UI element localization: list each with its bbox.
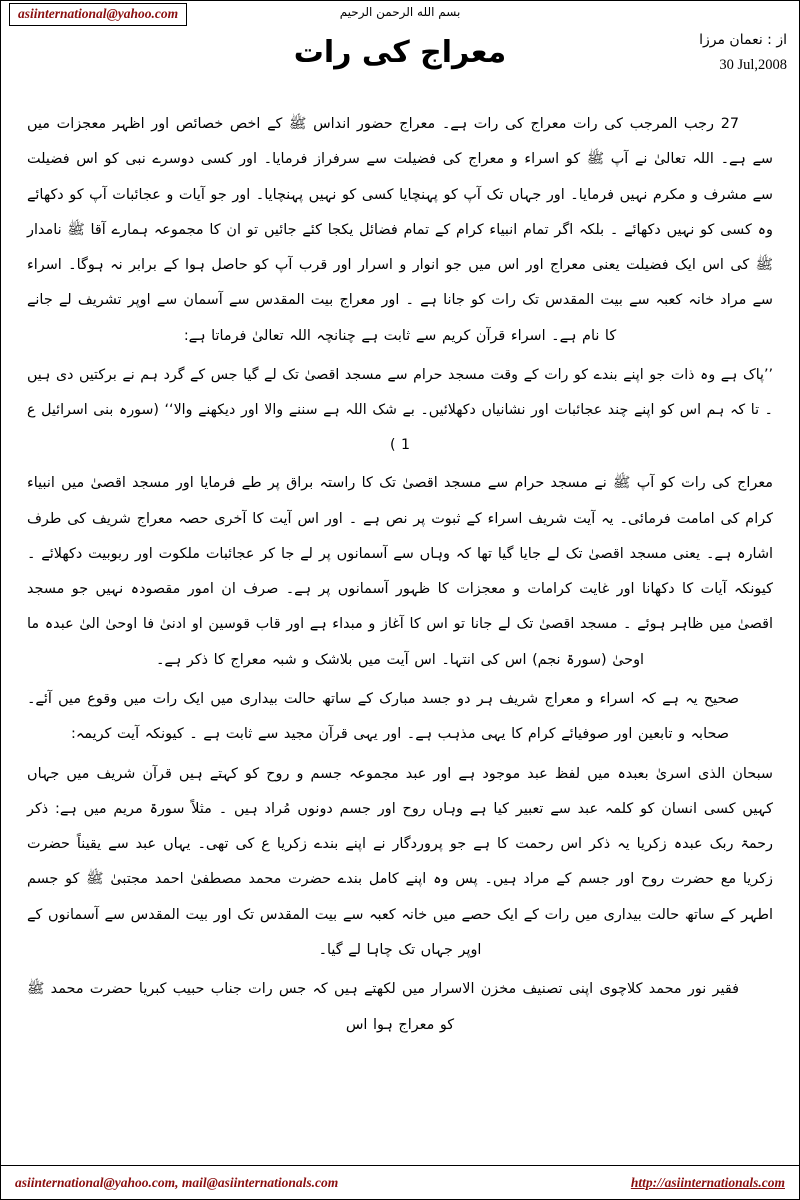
document-body xyxy=(27,107,773,1129)
quran-quote-paragraph: ’’پاک ہے وہ ذات جو اپنے بندے کو رات کے وقت مسجد حرام سے مسجد اقصیٰ تک لے گیا جس کے گرد ہم نے برکتیں دی ہیں ۔ تا کہ ہم اس کو اپنے چند عجائبات اور نشانیاں دکھلائیں۔ بے شک اللہ ہے سننے والا اور دیکھنے والا‘‘ (سورہ بنی اسرائیل ع 1 ) xyxy=(27,366,773,453)
paragraph: فقیر نور محمد کلاچوی اپنی تصنیف مخزن الاسرار میں لکھتے ہیں کہ جس رات جناب حبیب کبریا حضرت محمد ﷺ کو معراج ہوا اس xyxy=(27,981,739,1033)
document-footer xyxy=(1,1165,799,1199)
footer-website-link[interactable]: http://asiinternationals.com xyxy=(630,1174,785,1190)
document-header xyxy=(1,1,799,97)
bismillah-line: بسم الله الرحمن الرحیم xyxy=(339,5,461,19)
footer-emails[interactable]: asiinternational@yahoo.com, mail@asiinternationals.com xyxy=(15,1174,339,1190)
paragraph: معراج کی رات کو آپ ﷺ نے مسجد حرام سے مسجد اقصیٰ تک کا راستہ براق پر طے فرمایا اور مسجد اقصیٰ میں انبیاء کرام کی امامت فرمائی۔ یہ آیت شریف اسراء کے ثبوت پر نص ہے ۔ اور اس آیت کا آخری حصہ معراج شریف کی طرف اشارہ ہے۔ یعنی مسجد اقصیٰ تک لے جایا گیا تھا کہ وہاں سے آسمانوں پر لے جا کر عجائبات ملکوت اور ربوبیت دکھلائے ۔ کیونکہ آیات کا دکھانا اور غایت کرامات و معجزات کا ظہور آسمانوں پر ہے۔ صرف ان امور مقصودہ نہیں جو مسجد اقصیٰ میں ظاہر ہوئے ۔ مسجد اقصیٰ تک لے جانا تو اس کا آغاز و مبداء ہے اور قاب قوسین او ادنیٰ فا اوحیٰ الیٰ عبدہ ما اوحیٰ (سورۃ نجم) اس کی انتہا۔ اس آیت میں بلاشک و شبہ معراج کا ذکر ہے۔ xyxy=(27,475,773,668)
paragraph: سبحان الذی اسریٰ بعبدہ میں لفظ عبد موجود ہے اور عبد مجموعہ جسم و روح کو کہتے ہیں قرآن شریف میں جہاں کہیں کسی انسان کو کلمہ عبد سے تعبیر کیا ہے وہاں روح اور جسم دونوں مُراد ہیں ۔ مثلاً سورۃ مریم میں ہے: ذکر رحمۃ ربک عبدہ زکریا یہ ذکر اس رحمت کا ہے جو پروردگار نے اپنے بندے زکریا ع کی تھی۔ یہاں عبد سے یقیناً حضرت زکریا مع حضرت روح اور جسم کے مراد ہیں۔ پس وہ اپنے کامل بندے حضرت محمد مصطفیٰ احمد مجتبیٰ ﷺ کو جسم اطہر کے ساتھ حالت بیداری میں رات کے ایک حصے میں خانہ کعبہ سے بیت المقدس تک اور بیت المقدس سے آسمانوں کے اوپر جہاں تک چاہا لے گیا۔ xyxy=(27,765,773,959)
author-name: از : نعمان مرزا xyxy=(699,32,787,48)
page-title: معراج کی رات xyxy=(293,35,507,70)
paragraph: 27 رجب المرجب کی رات معراج کی رات ہے۔ معراج حضور انداس ﷺ کے اخص خصائص اور اظہر معجزات میں سے ہے۔ اللہ تعالیٰ نے آپ ﷺ کو اسراء و معراج کی فضیلت سے سرفراز فرمایا۔ اور کسی دوسرے نبی کو اس فضیلت سے مشرف و مکرم نہیں فرمایا۔ اور جہاں تک آپ کو پہنچایا کسی کو نہیں پہنچایا۔ اور جو آیات و عجائبات آپ کو دکھائے وہ کسی کو نہیں دکھائے ۔ بلکہ اگر تمام انبیاء کرام کے تمام فضائل یکجا کئے جائیں تو ان کا مجموعہ ہمارے آقا ﷺ نامدار ﷺ کی اس ایک فضیلت یعنی معراج اور اس میں جو انوار و اسرار اور قرب آپ کو حاصل ہوا کے برابر نہ ہوگا۔ اسراء سے مراد خانہ کعبہ سے بیت المقدس تک رات کو جانا ہے ۔ اور معراج بیت المقدس سے آسمان سے اوپر تشریف لے جانے کا نام ہے۔ اسراء قرآن کریم سے ثابت ہے چنانچہ اللہ تعالیٰ فرماتا ہے: xyxy=(27,116,773,344)
header-email-badge: asiinternational@yahoo.com xyxy=(9,3,187,26)
paragraph: صحیح یہ ہے کہ اسراء و معراج شریف ہر دو جسد مبارک کے ساتھ حالت بیداری میں ایک رات میں وقوع میں آئے۔ صحابہ و تابعین اور صوفیائے کرام کا یہی مذہب ہے۔ اور یہی قرآن مجید سے ثابت ہے ۔ کیونکہ آیت کریمہ: xyxy=(27,691,739,743)
document-date: 30 Jul,2008 xyxy=(719,56,787,73)
